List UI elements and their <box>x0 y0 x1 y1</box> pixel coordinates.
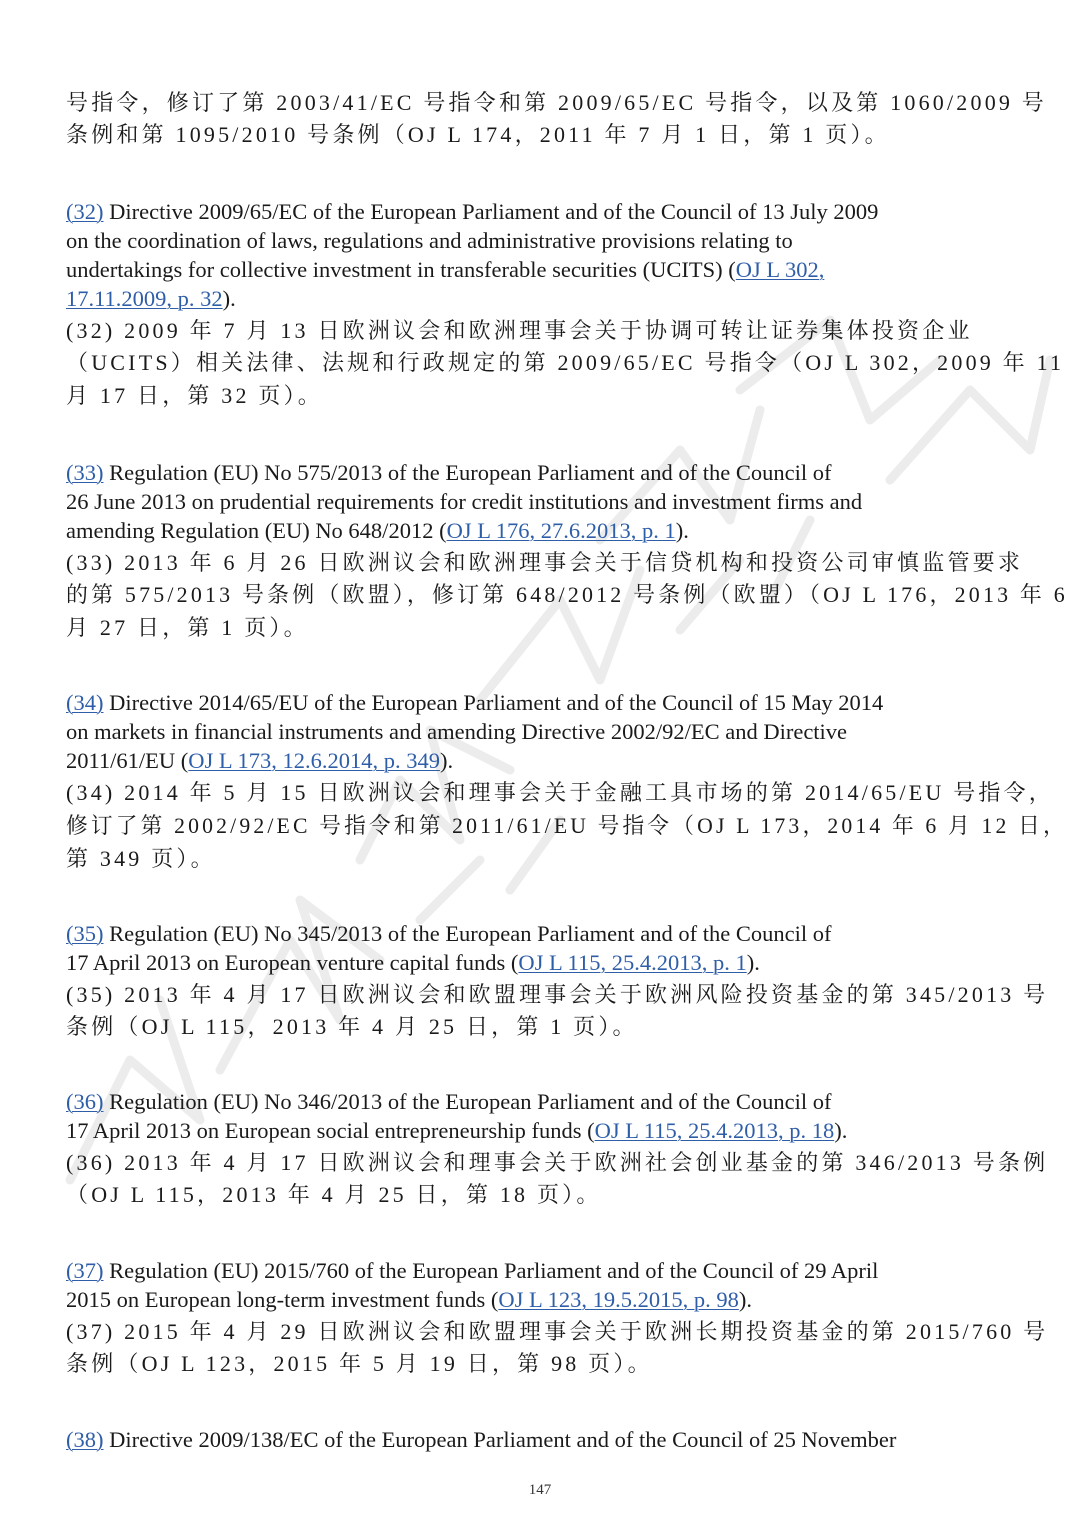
entry-text: 17 April 2013 on European social entrepreneurship funds ( <box>66 1118 595 1143</box>
footnote-number-link[interactable]: (34) <box>66 690 104 715</box>
entry-text: Directive 2014/65/EU of the European Parliament and of the Council of 15 May 2014 <box>109 690 884 715</box>
entry-text: 2015 on European long-term investment funds ( <box>66 1287 499 1312</box>
entry-text: on the coordination of laws, regulations and administrative provisions relating to <box>66 228 793 253</box>
entry-text: ). <box>746 950 760 975</box>
entry-translation: （UCITS）相关法律、法规和行政规定的第 2009/65/EC 号指令（OJ L 302，2009 年 11 <box>66 350 1065 375</box>
footnote-number-link[interactable]: (37) <box>66 1258 104 1283</box>
footnote-number-link[interactable]: (32) <box>66 199 104 224</box>
oj-reference-link[interactable]: OJ L 173, 12.6.2014, p. 349 <box>188 748 440 773</box>
footnote-number-link[interactable]: (38) <box>66 1427 104 1452</box>
page-number: 147 <box>528 1482 552 1498</box>
entry-text: ). <box>675 518 689 543</box>
entry-translation: 月 17 日，第 32 页）。 <box>66 383 324 408</box>
entry-text: 17 April 2013 on European venture capital funds ( <box>66 950 519 975</box>
oj-reference-link[interactable]: OJ L 123, 19.5.2015, p. 98 <box>498 1287 739 1312</box>
entry-translation: (37) 2015 年 4 月 29 日欧洲议会和欧盟理事会关于欧洲长期投资基金的第 2015/760 号 <box>66 1319 1049 1344</box>
oj-reference-link[interactable]: OJ L 115, 25.4.2013, p. 18 <box>594 1118 835 1143</box>
oj-reference-link[interactable]: OJ L 302, <box>735 257 825 282</box>
oj-reference-link[interactable]: 17.11.2009, p. 32 <box>66 286 223 311</box>
footnote-number-link[interactable]: (35) <box>66 921 104 946</box>
continuation-line-1: 号指令，修订了第 2003/41/EC 号指令和第 2009/65/EC 号指令，以及第 1060/2009 号 <box>66 90 1047 115</box>
entry-text: ). <box>222 286 236 311</box>
entry-translation: （OJ L 115，2013 年 4 月 25 日，第 18 页）。 <box>66 1182 602 1207</box>
entry-translation: 第 349 页）。 <box>66 846 216 871</box>
entry-translation: (36) 2013 年 4 月 17 日欧洲议会和理事会关于欧洲社会创业基金的第 346/2013 号条例 <box>66 1150 1049 1175</box>
entry-text: ). <box>834 1118 848 1143</box>
entry-translation: (35) 2013 年 4 月 17 日欧洲议会和欧盟理事会关于欧洲风险投资基金的第 345/2013 号 <box>66 982 1049 1007</box>
entry-translation: 的第 575/2013 号条例（欧盟），修订第 648/2012 号条例（欧盟）（OJ L 176，2013 年 6 <box>66 582 1068 607</box>
oj-reference-link[interactable]: OJ L 115, 25.4.2013, p. 1 <box>518 950 747 975</box>
entry-text: Regulation (EU) No 346/2013 of the European Parliament and of the Council of <box>109 1089 832 1114</box>
entry-translation: 修订了第 2002/92/EC 号指令和第 2011/61/EU 号指令（OJ L 173，2014 年 6 月 12 日， <box>66 813 1068 838</box>
entry-translation: (32) 2009 年 7 月 13 日欧洲议会和欧洲理事会关于协调可转让证券集体投资企业 <box>66 318 973 343</box>
entry-text: Regulation (EU) 2015/760 of the European Parliament and of the Council of 29 April <box>109 1258 879 1283</box>
entry-text: Directive 2009/65/EC of the European Parliament and of the Council of 13 July 2009 <box>109 199 879 224</box>
entry-text: Regulation (EU) No 575/2013 of the European Parliament and of the Council of <box>109 460 832 485</box>
continuation-line-2: 条例和第 1095/2010 号条例（OJ L 174，2011 年 7 月 1 日，第 1 页）。 <box>66 122 890 147</box>
entry-text: undertakings for collective investment in transferable securities (UCITS) ( <box>66 257 736 282</box>
entry-translation: 条例（OJ L 123，2015 年 5 月 19 日，第 98 页）。 <box>66 1351 653 1376</box>
footnote-number-link[interactable]: (33) <box>66 460 104 485</box>
entry-translation: 条例（OJ L 115，2013 年 4 月 25 日，第 1 页）。 <box>66 1014 638 1039</box>
entry-text: 2011/61/EU ( <box>66 748 189 773</box>
entry-text: Regulation (EU) No 345/2013 of the European Parliament and of the Council of <box>109 921 832 946</box>
oj-reference-link[interactable]: OJ L 176, 27.6.2013, p. 1 <box>446 518 676 543</box>
footnote-number-link[interactable]: (36) <box>66 1089 104 1114</box>
entry-translation: (34) 2014 年 5 月 15 日欧洲议会和理事会关于金融工具市场的第 2014/65/EU 号指令， <box>66 780 1055 805</box>
entry-text: Directive 2009/138/EC of the European Parliament and of the Council of 25 November <box>109 1427 897 1452</box>
entry-text: ). <box>738 1287 752 1312</box>
entry-text: on markets in financial instruments and amending Directive 2002/92/EC and Directive <box>66 719 848 744</box>
entry-text: 26 June 2013 on prudential requirements for credit institutions and investment firms and <box>66 489 863 514</box>
entry-text: amending Regulation (EU) No 648/2012 ( <box>66 518 447 543</box>
entry-translation: 月 27 日，第 1 页）。 <box>66 615 309 640</box>
entry-translation: (33) 2013 年 6 月 26 日欧洲议会和欧洲理事会关于信贷机构和投资公司审慎监管要求 <box>66 550 1024 575</box>
entry-text: ). <box>439 748 454 773</box>
